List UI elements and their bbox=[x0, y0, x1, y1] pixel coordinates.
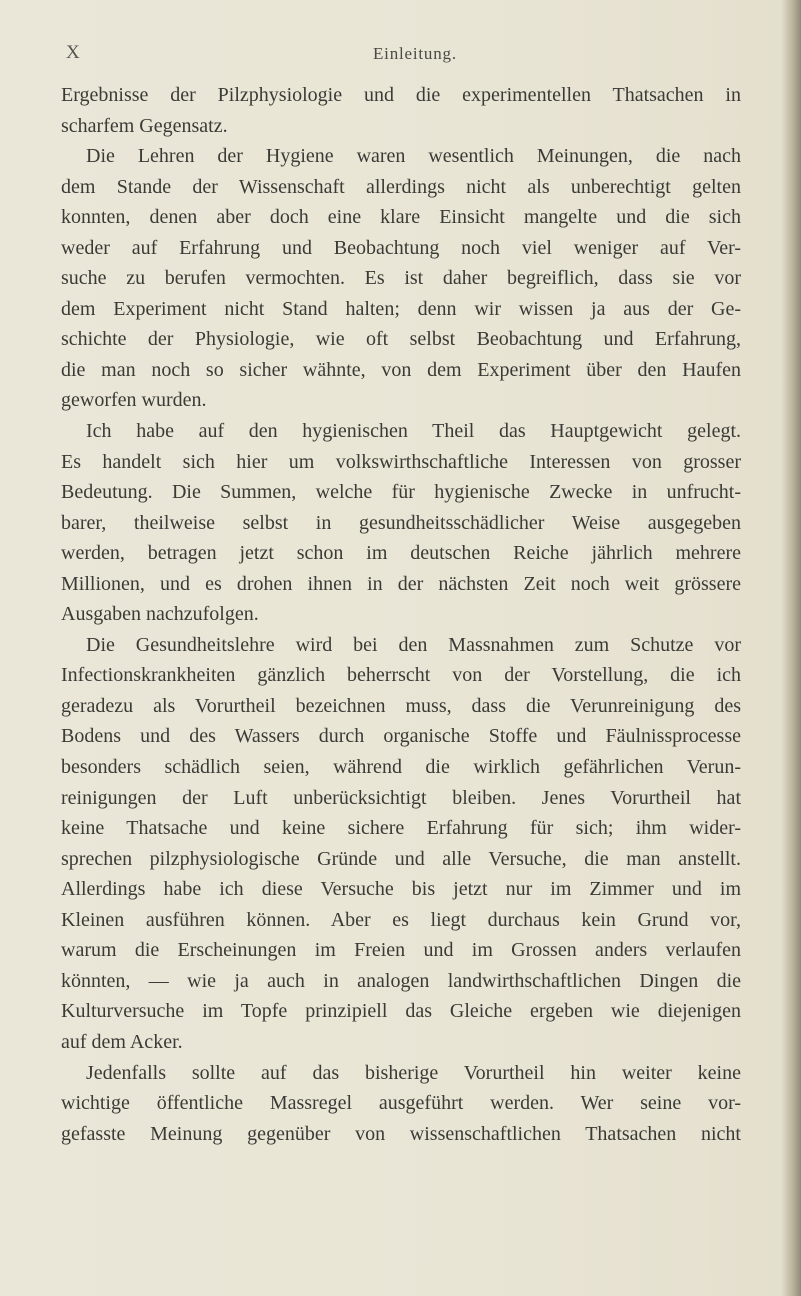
text-line: besonders schädlich seien, während die wirklich gefährlichen Verun- bbox=[61, 756, 741, 779]
page-edge-shadow bbox=[781, 0, 801, 1296]
text-line: weder auf Erfahrung und Beobachtung noch viel weniger auf Ver- bbox=[61, 236, 741, 259]
text-line: dem Experiment nicht Stand halten; denn wir wissen ja aus der Ge- bbox=[61, 297, 741, 320]
text-line: dem Stande der Wissenschaft allerdings nicht als unberechtigt gelten bbox=[61, 175, 741, 198]
text-line: Allerdings habe ich diese Versuche bis jetzt nur im Zimmer und im bbox=[61, 878, 741, 901]
text-line: warum die Erscheinungen im Freien und im Grossen anders verlaufen bbox=[61, 939, 741, 962]
text-line: die man noch so sicher wähnte, von dem Experiment über den Haufen bbox=[61, 358, 741, 381]
text-line: Ich habe auf den hygienischen Theil das Hauptgewicht gelegt. bbox=[86, 420, 741, 443]
text-line: geworfen wurden. bbox=[61, 389, 207, 412]
running-head-title: Einleitung. bbox=[373, 44, 457, 63]
text-line: scharfem Gegensatz. bbox=[61, 114, 228, 137]
page-number: X bbox=[66, 42, 81, 63]
text-line: reinigungen der Luft unberücksichtigt bleiben. Jenes Vorurtheil hat bbox=[61, 786, 741, 809]
text-line: Ergebnisse der Pilzphysiologie und die experimentellen Thatsachen in bbox=[61, 84, 741, 106]
body-text bbox=[61, 80, 741, 1149]
text-line: suche zu berufen vermochten. Es ist daher begreiflich, dass sie vor bbox=[61, 267, 741, 290]
text-line: auf dem Acker. bbox=[61, 1030, 183, 1053]
text-line: werden, betragen jetzt schon im deutschen Reiche jährlich mehrere bbox=[61, 542, 741, 565]
text-line: geradezu als Vorurtheil bezeichnen muss, dass die Verunreinigung des bbox=[61, 694, 741, 717]
text-line: Die Gesundheitslehre wird bei den Massnahmen zum Schutze vor bbox=[86, 633, 741, 656]
running-head bbox=[66, 42, 752, 66]
text-line: könnten, — wie ja auch in analogen landwirthschaftlichen Dingen die bbox=[61, 969, 741, 992]
text-line: Infectionskrankheiten gänzlich beherrscht von der Vorstellung, die ich bbox=[61, 664, 741, 687]
text-line: Kleinen ausführen können. Aber es liegt durchaus kein Grund vor, bbox=[61, 908, 741, 931]
text-line: Jedenfalls sollte auf das bisherige Vorurtheil hin weiter keine bbox=[86, 1061, 741, 1084]
text-line: sprechen pilzphysiologische Gründe und alle Versuche, die man anstellt. bbox=[61, 847, 741, 870]
text-line: Ausgaben nachzufolgen. bbox=[61, 603, 259, 626]
text-line: Die Lehren der Hygiene waren wesentlich Meinungen, die nach bbox=[86, 145, 741, 168]
text-line: keine Thatsache und keine sichere Erfahrung für sich; ihm wider- bbox=[61, 817, 741, 840]
text-line: gefasste Meinung gegenüber von wissenschaftlichen Thatsachen nicht bbox=[61, 1122, 741, 1145]
text-line: konnten, denen aber doch eine klare Einsicht mangelte und die sich bbox=[61, 206, 741, 229]
text-line: Kulturversuche im Topfe prinzipiell das Gleiche ergeben wie diejenigen bbox=[61, 1000, 741, 1023]
text-line: barer, theilweise selbst in gesundheitsschädlicher Weise ausgegeben bbox=[61, 511, 741, 534]
text-line: Bedeutung. Die Summen, welche für hygienische Zwecke in unfrucht- bbox=[61, 481, 741, 504]
text-line: Es handelt sich hier um volkswirthschaftliche Interessen von grosser bbox=[61, 450, 741, 473]
text-line: Bodens und des Wassers durch organische Stoffe und Fäulnissprocesse bbox=[61, 725, 741, 748]
text-line: schichte der Physiologie, wie oft selbst Beobachtung und Erfahrung, bbox=[61, 328, 741, 351]
text-line: Millionen, und es drohen ihnen in der nächsten Zeit noch weit grössere bbox=[61, 572, 741, 595]
text-line: wichtige öffentliche Massregel ausgeführt werden. Wer seine vor- bbox=[61, 1092, 741, 1115]
